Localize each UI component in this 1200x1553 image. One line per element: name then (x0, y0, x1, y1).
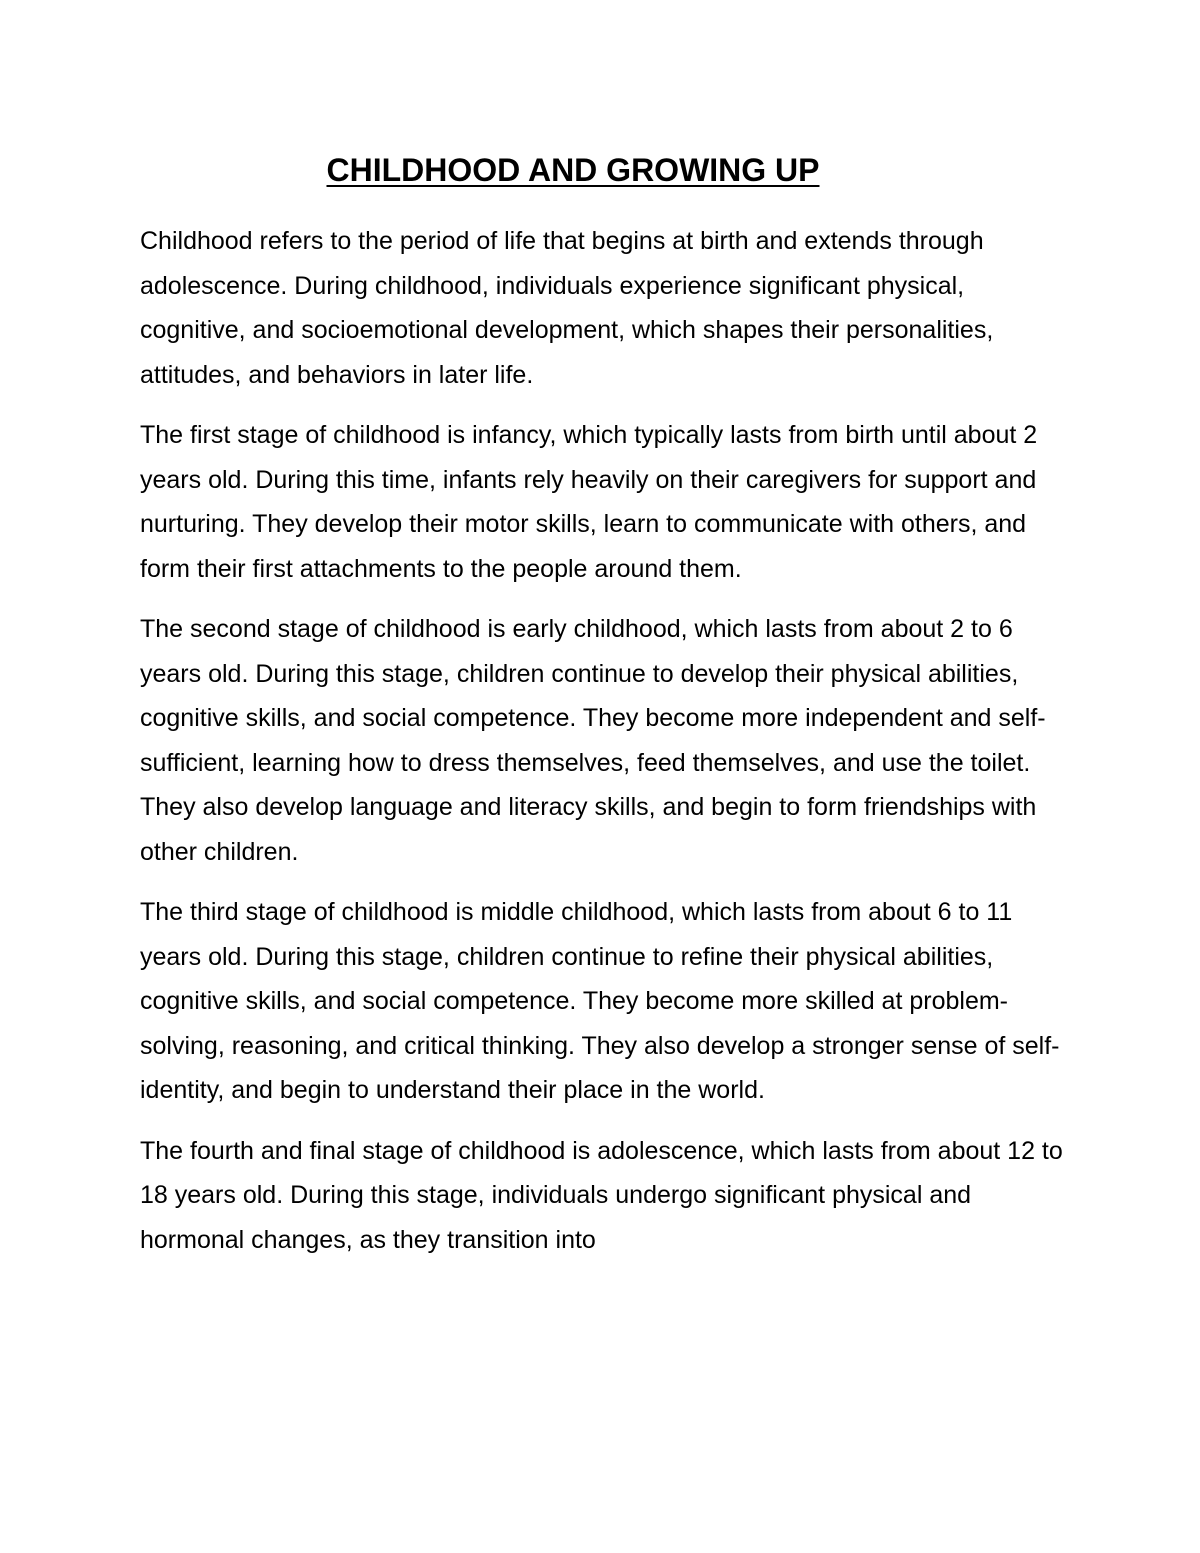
paragraph-middle-childhood: The third stage of childhood is middle childhood, which lasts from about 6 to 11 years old. During this stage, children continue to refine their physical abilities, cognitive skills, and social competence. They become more skilled at problem-solving, reasoning, and critical thinking. They also develop a stronger sense of self-identity, and begin to understand their place in the world. (140, 898, 1060, 1104)
paragraph-early-childhood: The second stage of childhood is early childhood, which lasts from about 2 to 6 years old. During this stage, children continue to develop their physical abilities, cognitive skills, and social competence. They become more independent and self-sufficient, learning how to dress themselves, feed themselves, and use the toilet. They also develop language and literacy skills, and begin to form friendships with other children. (140, 615, 1046, 866)
document-body (140, 219, 1070, 1278)
paragraph-adolescence: The fourth and final stage of childhood is adolescence, which lasts from about 12 to 18 years old. During this stage, individuals undergo significant physical and hormonal changes, as they transition into (140, 1136, 1063, 1254)
paragraph-infancy: The first stage of childhood is infancy, which typically lasts from birth until about 2 years old. During this time, infants rely heavily on their caregivers for support and nurturing. They develop their motor skills, learn to communicate with others, and form their first attachments to the people around them. (140, 421, 1038, 583)
document-title: CHILDHOOD AND GROWING UP (326, 152, 820, 188)
paragraph-intro: Childhood refers to the period of life that begins at birth and extends through adolescence. During childhood, individuals experience significant physical, cognitive, and socioemotional development, which shapes their personalities, attitudes, and behaviors in later life. (140, 227, 994, 389)
